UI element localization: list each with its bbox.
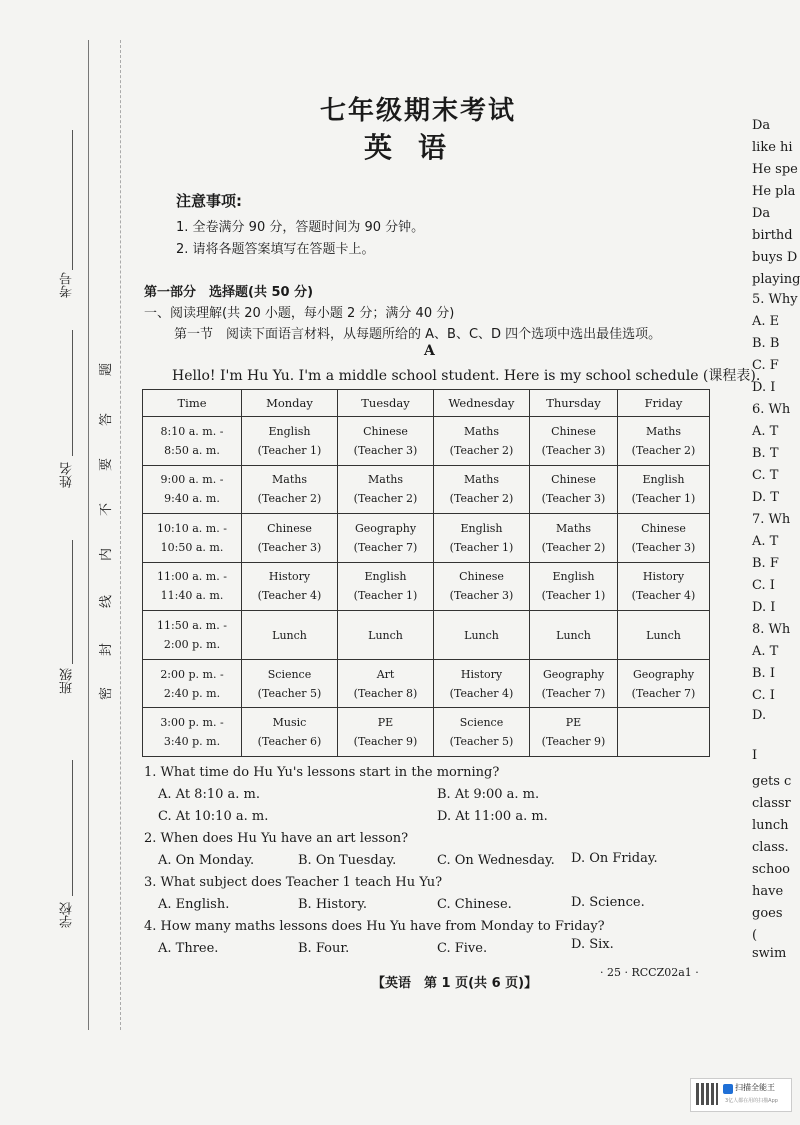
teacher-text: (Teacher 7) <box>631 686 696 700</box>
subject-text: Maths <box>556 521 591 535</box>
table-row <box>143 562 710 611</box>
lesson-cell <box>618 611 710 660</box>
teacher-text: (Teacher 3) <box>449 589 514 603</box>
subject-text: History <box>460 667 503 681</box>
option[interactable]: C. On Wednesday. <box>437 853 555 868</box>
lesson-cell <box>338 514 434 563</box>
binding-rule <box>88 40 89 1030</box>
subject-text: History <box>268 570 311 584</box>
lesson-cell <box>242 708 338 757</box>
subject-text: Science <box>267 667 312 681</box>
subject-text: Geography <box>542 667 605 681</box>
time-text: 11:50 a. m. - <box>157 619 227 633</box>
exam-no-label: 考号 <box>60 272 75 298</box>
seal-char: 要 <box>99 457 115 472</box>
option[interactable]: C. Five. <box>437 941 488 956</box>
table-row <box>143 659 710 708</box>
next-page-text: A. T <box>752 534 779 549</box>
subject-text: Lunch <box>646 628 681 642</box>
teacher-text: (Teacher 2) <box>541 540 606 554</box>
teacher-text: (Teacher 8) <box>353 686 418 700</box>
next-page-text: A. E <box>752 314 780 329</box>
lesson-cell <box>530 611 618 660</box>
teacher-text: (Teacher 7) <box>541 686 606 700</box>
lesson-cell <box>338 611 434 660</box>
subject-text: Maths <box>464 424 499 438</box>
subject-text: English <box>552 570 595 584</box>
subject-text: Maths <box>368 473 403 487</box>
time-cell <box>143 611 242 660</box>
next-page-text: birthd <box>752 228 793 243</box>
lesson-cell <box>338 562 434 611</box>
lesson-cell <box>242 562 338 611</box>
question-stem: 2. When does Hu Yu have an art lesson? <box>144 831 409 846</box>
option[interactable]: A. Three. <box>158 941 219 956</box>
teacher-text: (Teacher 2) <box>449 492 514 506</box>
table-row <box>143 417 710 466</box>
next-page-text: D. <box>752 708 767 723</box>
time-cell <box>143 417 242 466</box>
table-row <box>143 708 710 757</box>
next-page-text: He spe <box>752 162 798 177</box>
subject-text: PE <box>565 716 582 730</box>
lesson-cell <box>242 514 338 563</box>
section-title: 一、阅读理解(共 20 小题，每小题 2 分；满分 40 分) <box>144 306 455 321</box>
option[interactable]: D. At 11:00 a. m. <box>437 809 548 824</box>
lesson-cell <box>434 514 530 563</box>
teacher-text: (Teacher 6) <box>257 735 322 749</box>
subject-text: Chinese <box>551 473 596 487</box>
subject-text: PE <box>377 716 394 730</box>
next-page-text: C. T <box>752 468 779 483</box>
next-page-text: class. <box>752 840 789 855</box>
subject-text: Science <box>459 716 504 730</box>
subject-text: English <box>642 473 685 487</box>
lesson-cell <box>618 659 710 708</box>
lesson-cell <box>242 465 338 514</box>
class-field[interactable] <box>72 540 73 664</box>
lesson-cell <box>530 465 618 514</box>
subject-text: Music <box>272 716 307 730</box>
next-page-text: B. T <box>752 446 779 461</box>
seal-char: 内 <box>99 547 115 562</box>
next-page-text: C. I <box>752 578 775 593</box>
next-page-text: 8. Wh <box>752 622 791 637</box>
column-header: Time <box>143 390 242 417</box>
subject-text: Geography <box>354 521 417 535</box>
subject-text: Geography <box>632 667 695 681</box>
subject-text: Lunch <box>464 628 499 642</box>
exam-title: 七年级期末考试 <box>320 96 517 126</box>
next-page-text: D. I <box>752 380 776 395</box>
lesson-cell <box>338 465 434 514</box>
lesson-cell <box>618 465 710 514</box>
subject-text: Art <box>376 667 395 681</box>
teacher-text: (Teacher 3) <box>353 443 418 457</box>
teacher-text: (Teacher 2) <box>257 492 322 506</box>
teacher-text: (Teacher 5) <box>449 735 514 749</box>
column-header: Wednesday <box>434 390 530 417</box>
time-cell <box>143 562 242 611</box>
time-text: 11:00 a. m. - <box>157 570 227 584</box>
time-text: 9:40 a. m. <box>164 492 220 506</box>
question-stem: 4. How many maths lessons does Hu Yu have from Monday to Friday? <box>144 919 605 934</box>
schedule-table <box>142 389 710 757</box>
subject-text: English <box>460 521 503 535</box>
next-page-text: B. B <box>752 336 780 351</box>
next-page-text: classr <box>752 796 791 811</box>
teacher-text: (Teacher 3) <box>541 492 606 506</box>
name-label: 姓名 <box>60 462 75 488</box>
lesson-cell <box>530 659 618 708</box>
subject-text: History <box>642 570 685 584</box>
option[interactable]: A. English. <box>158 897 230 912</box>
next-page-text: A. T <box>752 644 779 659</box>
lesson-cell <box>338 659 434 708</box>
subject-text: Maths <box>272 473 307 487</box>
next-page-text: gets c <box>752 774 792 789</box>
next-page-text: schoo <box>752 862 790 877</box>
next-page-text: 6. Wh <box>752 402 791 417</box>
next-page-text: C. I <box>752 688 775 703</box>
next-page-text: 5. Why <box>752 292 798 307</box>
table-row <box>143 465 710 514</box>
option[interactable]: D. Six. <box>571 937 614 952</box>
next-page-text: D. T <box>752 490 779 505</box>
scanner-label: 扫描全能王 <box>735 1083 775 1092</box>
teacher-text: (Teacher 2) <box>631 443 696 457</box>
teacher-text: (Teacher 9) <box>353 735 418 749</box>
seal-line <box>120 40 121 1030</box>
seal-char: 不 <box>99 502 115 517</box>
time-text: 9:00 a. m. - <box>160 473 224 487</box>
subject-text: Chinese <box>459 570 504 584</box>
notes-heading: 注意事项: <box>176 192 242 210</box>
next-page-text: Da <box>752 206 771 221</box>
next-page-column <box>752 0 800 1125</box>
subject-title: 英语 <box>364 131 473 164</box>
class-label: 班级 <box>60 668 75 694</box>
teacher-text: (Teacher 2) <box>353 492 418 506</box>
lesson-cell <box>530 708 618 757</box>
subject-text: Maths <box>464 473 499 487</box>
lesson-cell <box>338 417 434 466</box>
next-page-text: lunch <box>752 818 789 833</box>
scanner-subtitle: 3亿人都在用的扫描App <box>725 1098 778 1104</box>
seal-char: 答 <box>99 412 115 427</box>
question-stem: 3. What subject does Teacher 1 teach Hu Yu? <box>144 875 443 890</box>
next-page-text: A. T <box>752 424 779 439</box>
teacher-text: (Teacher 3) <box>257 540 322 554</box>
next-page-text: I <box>752 748 758 763</box>
teacher-text: (Teacher 1) <box>631 492 696 506</box>
teacher-text: (Teacher 4) <box>631 589 696 603</box>
next-page-text: playing <box>752 272 800 287</box>
lesson-cell <box>242 611 338 660</box>
option[interactable]: D. On Friday. <box>571 851 658 866</box>
page-footer: 【英语 第 1 页(共 6 页)】 <box>372 976 538 991</box>
subject-text: Chinese <box>551 424 596 438</box>
next-page-text: He pla <box>752 184 796 199</box>
time-text: 10:50 a. m. <box>160 540 224 554</box>
school-field[interactable] <box>72 760 73 896</box>
teacher-text: (Teacher 1) <box>257 443 322 457</box>
passage-intro: Hello! I'm Hu Yu. I'm a middle school student. Here is my school schedule (课程表). <box>172 368 761 384</box>
subject-text: English <box>268 424 311 438</box>
subject-text: Lunch <box>368 628 403 642</box>
name-field[interactable] <box>72 330 73 456</box>
lesson-cell <box>434 562 530 611</box>
time-text: 3:00 p. m. - <box>160 716 224 730</box>
time-cell <box>143 659 242 708</box>
exam-no-field[interactable] <box>72 130 73 270</box>
lesson-cell <box>338 708 434 757</box>
teacher-text: (Teacher 2) <box>449 443 514 457</box>
subject-text: Lunch <box>272 628 307 642</box>
lesson-cell <box>434 417 530 466</box>
lesson-cell <box>530 562 618 611</box>
lesson-cell <box>530 514 618 563</box>
passage-label: A <box>424 343 435 359</box>
subject-text: Chinese <box>267 521 312 535</box>
paper-code: · 25 · RCCZ02a1 · <box>600 966 699 979</box>
note-item: 2. 请将各题答案填写在答题卡上。 <box>176 242 375 257</box>
school-label: 学校 <box>60 902 75 928</box>
seal-char: 线 <box>99 594 115 609</box>
time-text: 11:40 a. m. <box>160 589 224 603</box>
column-header: Monday <box>242 390 338 417</box>
option[interactable]: C. Chinese. <box>437 897 512 912</box>
teacher-text: (Teacher 3) <box>631 540 696 554</box>
lesson-cell <box>618 562 710 611</box>
lesson-cell <box>618 514 710 563</box>
option[interactable]: D. Science. <box>571 895 645 910</box>
subject-text: Lunch <box>556 628 591 642</box>
lesson-cell <box>242 659 338 708</box>
teacher-text: (Teacher 9) <box>541 735 606 749</box>
next-page-text: buys D <box>752 250 798 265</box>
time-cell <box>143 514 242 563</box>
lesson-cell <box>530 417 618 466</box>
binding-strip <box>0 0 122 1125</box>
lesson-cell <box>434 611 530 660</box>
time-text: 3:40 p. m. <box>163 735 221 749</box>
next-page-text: Da <box>752 118 771 133</box>
teacher-text: (Teacher 5) <box>257 686 322 700</box>
qr-code-icon <box>696 1083 718 1105</box>
option[interactable]: B. History. <box>298 897 367 912</box>
seal-char: 密 <box>99 686 115 701</box>
next-page-text: swim <box>752 946 787 961</box>
part-title: 第一部分 选择题(共 50 分) <box>144 285 314 300</box>
time-text: 10:10 a. m. - <box>157 521 227 535</box>
teacher-text: (Teacher 7) <box>353 540 418 554</box>
subject-text: Maths <box>646 424 681 438</box>
lesson-cell <box>434 465 530 514</box>
lesson-cell <box>434 708 530 757</box>
next-page-text: ( <box>752 928 758 943</box>
lesson-cell <box>242 417 338 466</box>
subject-text: English <box>364 570 407 584</box>
time-text: 2:40 p. m. <box>163 686 221 700</box>
note-item: 1. 全卷满分 90 分，答题时间为 90 分钟。 <box>176 220 425 235</box>
next-page-text: like hi <box>752 140 793 155</box>
column-header: Friday <box>618 390 710 417</box>
scanner-watermark <box>690 1078 792 1112</box>
seal-char: 题 <box>99 362 115 377</box>
time-text: 8:10 a. m. - <box>160 424 224 438</box>
teacher-text: (Teacher 3) <box>541 443 606 457</box>
lesson-cell <box>618 417 710 466</box>
teacher-text: (Teacher 4) <box>257 589 322 603</box>
table-header-row <box>143 390 710 417</box>
time-text: 2:00 p. m. - <box>160 667 224 681</box>
lesson-cell <box>434 659 530 708</box>
next-page-text: 7. Wh <box>752 512 791 527</box>
question-stem: 1. What time do Hu Yu's lessons start in the morning? <box>144 765 500 780</box>
time-text: 2:00 p. m. <box>163 638 221 652</box>
option[interactable]: A. On Monday. <box>158 853 255 868</box>
next-page-text: C. F <box>752 358 779 373</box>
time-cell <box>143 465 242 514</box>
table-row <box>143 514 710 563</box>
option[interactable]: B. Four. <box>298 941 350 956</box>
next-page-text: D. I <box>752 600 776 615</box>
column-header: Thursday <box>530 390 618 417</box>
time-text: 8:50 a. m. <box>164 443 220 457</box>
subject-text: Chinese <box>641 521 686 535</box>
table-row <box>143 611 710 660</box>
teacher-text: (Teacher 1) <box>541 589 606 603</box>
column-header: Tuesday <box>338 390 434 417</box>
next-page-text: B. I <box>752 666 775 681</box>
teacher-text: (Teacher 4) <box>449 686 514 700</box>
teacher-text: (Teacher 1) <box>353 589 418 603</box>
option[interactable]: C. At 10:10 a. m. <box>158 809 269 824</box>
scanner-app-icon <box>723 1084 733 1094</box>
option[interactable]: B. At 9:00 a. m. <box>437 787 540 802</box>
option[interactable]: A. At 8:10 a. m. <box>158 787 260 802</box>
next-page-text: have <box>752 884 784 899</box>
subject-text: Chinese <box>363 424 408 438</box>
option[interactable]: B. On Tuesday. <box>298 853 397 868</box>
seal-char: 封 <box>99 642 115 657</box>
next-page-text: goes <box>752 906 783 921</box>
next-page-text: B. F <box>752 556 779 571</box>
section-instruction: 第一节 阅读下面语言材料，从每题所给的 A、B、C、D 四个选项中选出最佳选项。 <box>174 327 662 342</box>
lesson-cell <box>618 708 710 757</box>
teacher-text: (Teacher 1) <box>449 540 514 554</box>
time-cell <box>143 708 242 757</box>
